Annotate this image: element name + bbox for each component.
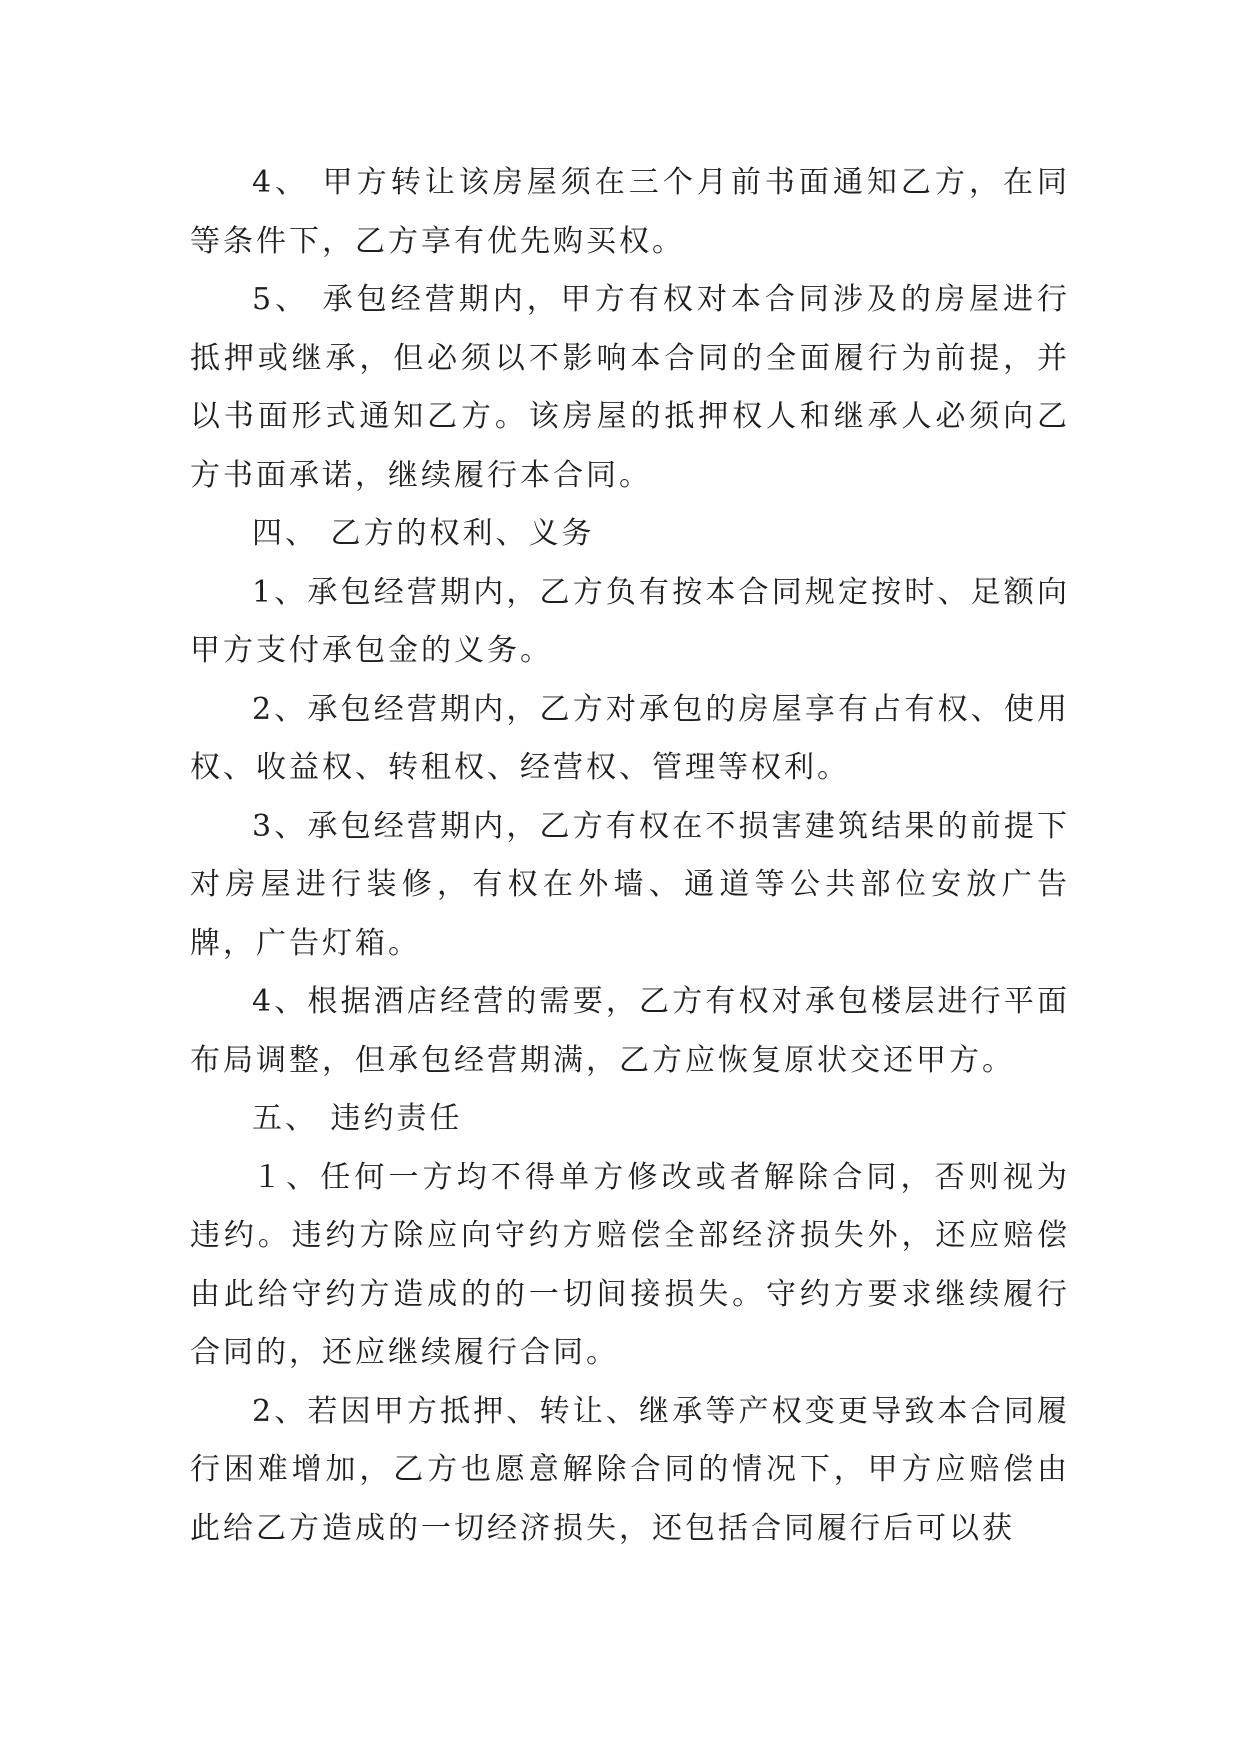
paragraph-b-clause-3: 3、承包经营期内，乙方有权在不损害建筑结果的前提下对房屋进行装修，有权在外墙、通道等公共部位安放广告牌，广告灯箱。 [190,808,1070,961]
paragraph-clause-4-transfer: 4、 甲方转让该房屋须在三个月前书面通知乙方，在同等条件下，乙方享有优先购买权。 [190,165,1070,259]
paragraph-b-clause-1: 1、承包经营期内，乙方负有按本合同规定按时、足额向甲方支付承包金的义务。 [190,574,1070,668]
section-heading-party-b-rights: 四、 乙方的权利、义务 [252,516,595,551]
paragraph-b-clause-2: 2、承包经营期内，乙方对承包的房屋享有占有权、使用权、收益权、转租权、经营权、管理等权利。 [190,691,1070,785]
document-body [190,154,1070,1558]
section-heading-breach-liability: 五、 违约责任 [252,1101,463,1136]
paragraph-clause-5-mortgage: 5、 承包经营期内，甲方有权对本合同涉及的房屋进行抵押或继承，但必须以不影响本合同的全面履行为前提，并以书面形式通知乙方。该房屋的抵押权人和继承人必须向乙方书面承诺，继续履行本合同。 [190,282,1070,493]
paragraph-breach-clause-2: 2、若因甲方抵押、转让、继承等产权变更导致本合同履行困难增加，乙方也愿意解除合同的情况下，甲方应赔偿由此给乙方造成的一切经济损失，还包括合同履行后可以获 [190,1393,1070,1546]
paragraph-breach-clause-1: １、任何一方均不得单方修改或者解除合同，否则视为违约。违约方除应向守约方赔偿全部经济损失外，还应赔偿由此给守约方造成的的一切间接损失。守约方要求继续履行合同的，还应继续履行合同。 [190,1159,1070,1370]
paragraph-b-clause-4: 4、根据酒店经营的需要，乙方有权对承包楼层进行平面布局调整，但承包经营期满，乙方应恢复原状交还甲方。 [190,984,1070,1078]
